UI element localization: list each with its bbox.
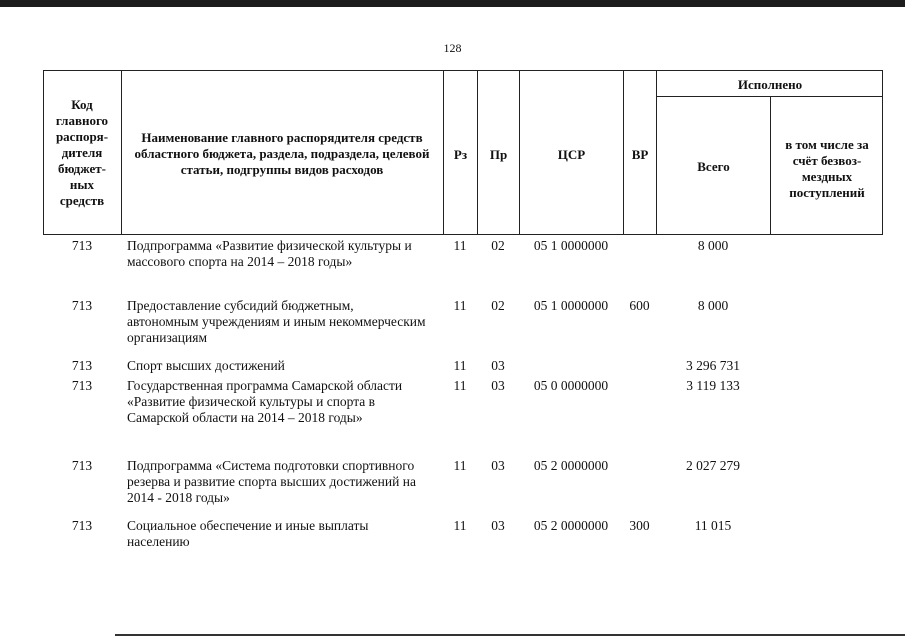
header-executed: Исполнено	[737, 77, 803, 92]
cell-rz: 11	[453, 358, 467, 373]
cell-name: Предоставление субсидий бюджетным, автономным учреждениям и иным некоммерческим организациям	[127, 298, 426, 345]
cell-csr: 05 0 0000000	[533, 378, 609, 393]
header-rz: Рз	[453, 147, 468, 162]
cell-name: Подпрограмма «Развитие физической культуры и массового спорта на 2014 – 2018 годы»	[127, 238, 412, 269]
cell-csr: 05 1 0000000	[533, 238, 609, 253]
cell-rz: 11	[453, 378, 467, 393]
header-gratuitous: в том числе за счёт безвоз-мездных поступлений	[785, 137, 869, 200]
cell-code: 713	[71, 298, 93, 313]
cell-pr: 03	[491, 358, 505, 373]
cell-rz: 11	[453, 298, 467, 313]
cell-code: 713	[71, 238, 93, 253]
cell-csr: 05 2 0000000	[533, 518, 609, 533]
cell-pr: 02	[491, 238, 505, 253]
cell-rz: 11	[453, 518, 467, 533]
cell-name: Государственная программа Самарской области «Развитие физической культуры и спорта в Самарской области на 2014 – 2018 годы»	[127, 378, 403, 425]
cell-csr: 05 1 0000000	[533, 298, 609, 313]
header-pr: Пр	[489, 147, 508, 162]
scan-top-border	[0, 0, 905, 7]
header-csr: ЦСР	[557, 147, 586, 162]
cell-name: Спорт высших достижений	[127, 358, 285, 373]
cell-code: 713	[71, 358, 93, 373]
cell-total: 2 027 279	[686, 458, 740, 473]
cell-csr: 05 2 0000000	[533, 458, 609, 473]
header-total: Всего	[697, 159, 730, 174]
cell-pr: 03	[491, 518, 505, 533]
column-divider	[121, 70, 122, 235]
cell-code: 713	[71, 518, 93, 533]
cell-name: Подпрограмма «Система подготовки спортивного резерва и развитие спорта высших достижений на 2014 - 2018 годы»	[127, 458, 416, 505]
cell-vr: 300	[629, 518, 650, 533]
header-name: Наименование главного распорядителя средств областного бюджета, раздела, подраздела, целевой статьи, подгруппы видов расходов	[134, 130, 430, 177]
column-divider	[770, 96, 771, 235]
header-code: Код главного распоря-дителя бюджет-ных средств	[55, 97, 109, 208]
cell-code: 713	[71, 458, 93, 473]
cell-vr: 600	[629, 298, 650, 313]
cell-pr: 03	[491, 378, 505, 393]
cell-total: 8 000	[697, 298, 729, 313]
cell-code: 713	[71, 378, 93, 393]
cell-total: 11 015	[694, 518, 732, 533]
cell-pr: 03	[491, 458, 505, 473]
page-number: 128	[443, 41, 462, 55]
header-vr: ВР	[631, 147, 649, 162]
cell-total: 3 119 133	[686, 378, 740, 393]
cell-rz: 11	[453, 458, 467, 473]
cell-total: 8 000	[697, 238, 729, 253]
cell-name: Социальное обеспечение и иные выплаты населению	[127, 518, 369, 549]
scan-bottom-border	[115, 634, 905, 636]
cell-pr: 02	[491, 298, 505, 313]
cell-rz: 11	[453, 238, 467, 253]
cell-total: 3 296 731	[686, 358, 740, 373]
